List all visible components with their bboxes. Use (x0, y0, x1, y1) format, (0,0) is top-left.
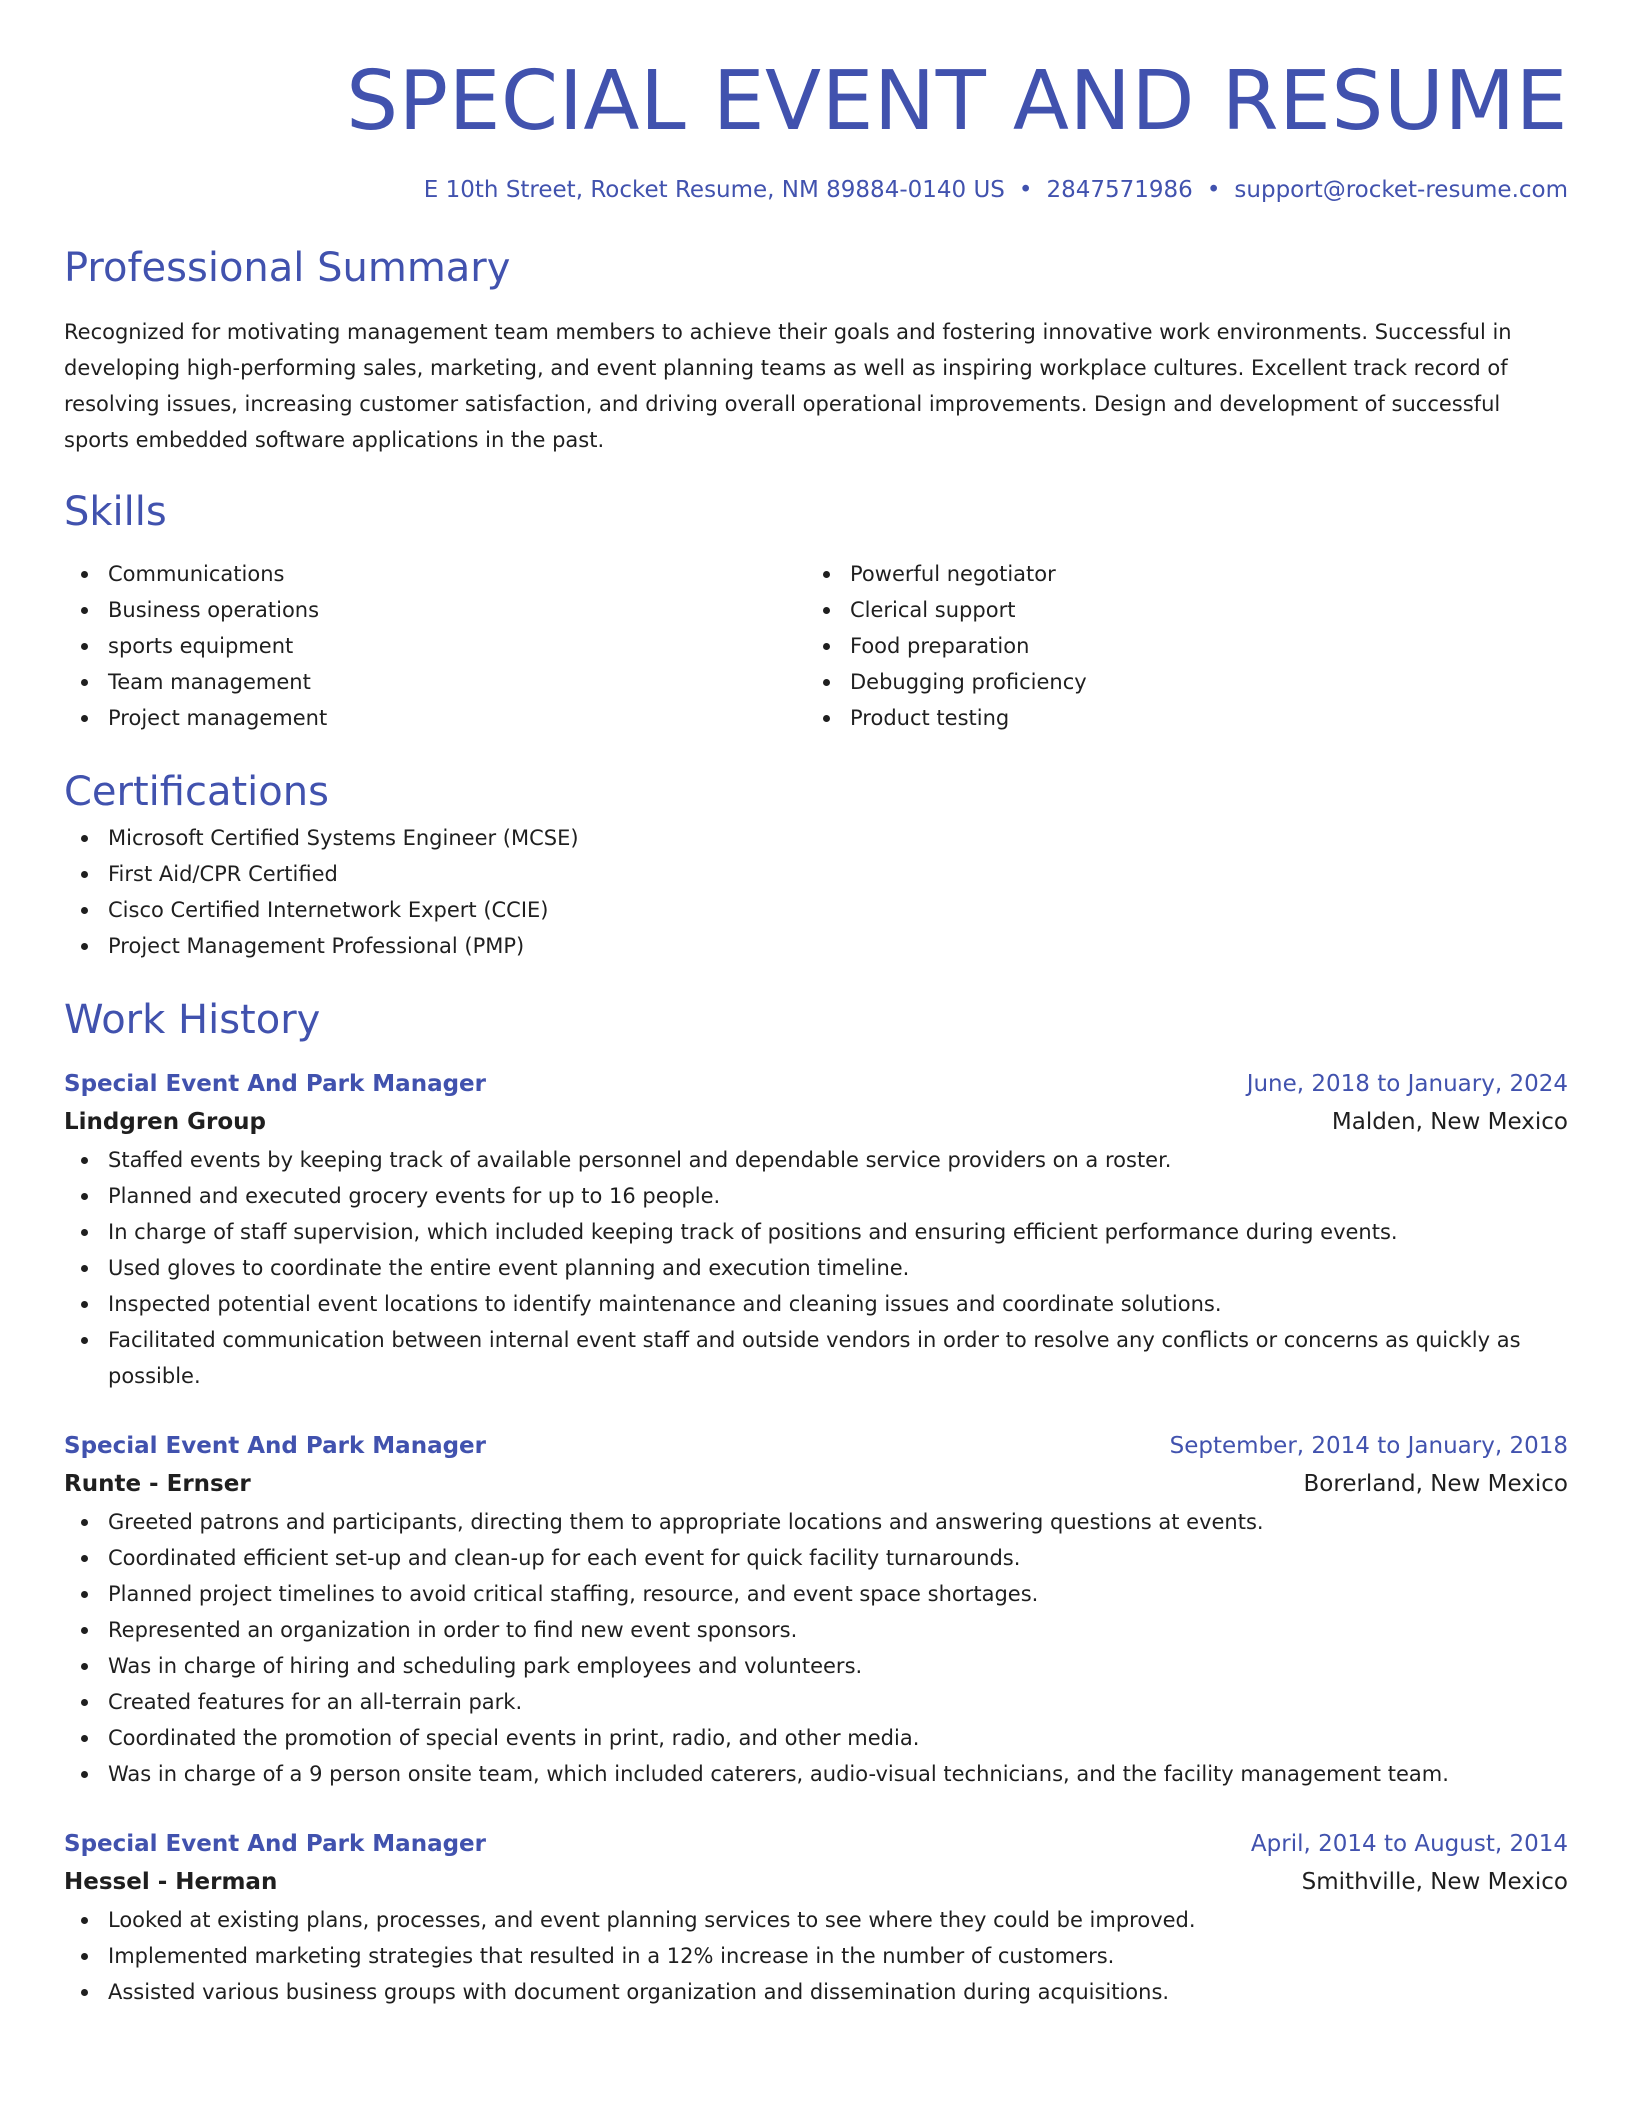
job-duty: Created features for an all-terrain park. (108, 1684, 1568, 1720)
contact-separator: • (1018, 177, 1033, 203)
contact-address: E 10th Street, Rocket Resume, NM 89884-0140 US (423, 177, 1005, 203)
resume-header (64, 0, 1568, 206)
job-duty: Facilitated communication between internal event staff and outside vendors in order to resolve any conflicts or concerns as quickly as possible. (108, 1322, 1568, 1394)
job-company: Lindgren Group (64, 1109, 267, 1135)
job-duty: Coordinated the promotion of special events in print, radio, and other media. (108, 1720, 1568, 1756)
job-duty: Assisted various business groups with document organization and dissemination during acquisitions. (108, 1974, 1568, 2010)
skills-column-right (806, 556, 1548, 736)
skill-item: Communications (108, 556, 806, 592)
job-duty: Looked at existing plans, processes, and event planning services to see where they could be improved. (108, 1902, 1568, 1938)
skill-item: Team management (108, 664, 806, 700)
job-duty: Represented an organization in order to find new event sponsors. (108, 1612, 1568, 1648)
certification-item: Microsoft Certified Systems Engineer (MCSE) (108, 820, 1568, 856)
job-dates: April, 2014 to August, 2014 (1250, 1831, 1568, 1857)
job-duty: Implemented marketing strategies that resulted in a 12% increase in the number of customers. (108, 1938, 1568, 1974)
contact-phone: 2847571986 (1046, 177, 1193, 203)
job-entry (64, 1066, 1568, 1394)
contact-email[interactable]: support@rocket-resume.com (1234, 177, 1568, 203)
skill-item: Powerful negotiator (850, 556, 1548, 592)
job-duty: Was in charge of hiring and scheduling park employees and volunteers. (108, 1648, 1568, 1684)
job-location: Borerland, New Mexico (1303, 1471, 1568, 1497)
job-title: Special Event And Park Manager (64, 1831, 486, 1857)
certifications-heading: Certifications (64, 769, 329, 815)
job-duty: Staffed events by keeping track of available personnel and dependable service providers on a roster. (108, 1142, 1568, 1178)
resume-page (64, 0, 1568, 2010)
job-company: Runte - Ernser (64, 1471, 251, 1497)
job-duties-list (64, 1142, 1568, 1394)
work-history-heading: Work History (64, 997, 321, 1043)
job-location: Malden, New Mexico (1331, 1109, 1568, 1135)
job-duty: Coordinated efficient set-up and clean-up for each event for quick facility turnarounds. (108, 1540, 1568, 1576)
job-duty: In charge of staff supervision, which included keeping track of positions and ensuring efficient performance during events. (108, 1214, 1568, 1250)
candidate-name: SPECIAL EVENT AND RESUME (346, 54, 1568, 149)
job-duty: Used gloves to coordinate the entire event planning and execution timeline. (108, 1250, 1568, 1286)
job-duties-list (64, 1504, 1568, 1792)
summary-text: Recognized for motivating management team members to achieve their goals and fostering innovative work environments. Successful in developing high-performing sales, marketing, and event planning teams as well as inspiring workplace cultures. Excellent track record of resolving issues, increasing customer satisfaction, and driving overall operational improvements. Design and development of successful sports embedded software applications in the past. (64, 320, 1512, 452)
summary-heading: Professional Summary (64, 245, 511, 291)
job-entry (64, 1826, 1568, 2010)
job-company: Hessel - Herman (64, 1869, 278, 1895)
job-dates: September, 2014 to January, 2018 (1169, 1433, 1568, 1459)
job-company-row (64, 1464, 1568, 1504)
job-company-row (64, 1862, 1568, 1902)
certification-item: Cisco Certified Internetwork Expert (CCIE) (108, 892, 1568, 928)
job-duties-list (64, 1902, 1568, 2010)
certification-item: Project Management Professional (PMP) (108, 928, 1568, 964)
skill-item: Debugging proficiency (850, 664, 1548, 700)
job-location: Smithville, New Mexico (1301, 1869, 1568, 1895)
skill-item: Clerical support (850, 592, 1548, 628)
skill-item: sports equipment (108, 628, 806, 664)
job-header-row (64, 1826, 1568, 1862)
job-title: Special Event And Park Manager (64, 1433, 486, 1459)
contact-line (64, 174, 1568, 206)
job-duty: Greeted patrons and participants, directing them to appropriate locations and answering questions at events. (108, 1504, 1568, 1540)
skill-item: Business operations (108, 592, 806, 628)
skill-item: Product testing (850, 700, 1548, 736)
skills-heading: Skills (64, 489, 167, 535)
skill-item: Food preparation (850, 628, 1548, 664)
skills-list-right (806, 556, 1548, 736)
job-title: Special Event And Park Manager (64, 1071, 486, 1097)
job-duty: Planned project timelines to avoid critical staffing, resource, and event space shortages. (108, 1576, 1568, 1612)
contact-separator: • (1206, 177, 1221, 203)
job-company-row (64, 1102, 1568, 1142)
skills-list-left (64, 556, 806, 736)
skill-item: Project management (108, 700, 806, 736)
job-header-row (64, 1066, 1568, 1102)
skills-grid (64, 556, 1568, 736)
certification-item: First Aid/CPR Certified (108, 856, 1568, 892)
skills-column-left (64, 556, 806, 736)
job-header-row (64, 1428, 1568, 1464)
job-duty: Planned and executed grocery events for up to 16 people. (108, 1178, 1568, 1214)
job-entry (64, 1428, 1568, 1792)
certifications-list (64, 820, 1568, 964)
job-dates: June, 2018 to January, 2024 (1246, 1071, 1568, 1097)
job-duty: Was in charge of a 9 person onsite team, which included caterers, audio-visual technicians, and the facility management team. (108, 1756, 1568, 1792)
job-duty: Inspected potential event locations to identify maintenance and cleaning issues and coordinate solutions. (108, 1286, 1568, 1322)
